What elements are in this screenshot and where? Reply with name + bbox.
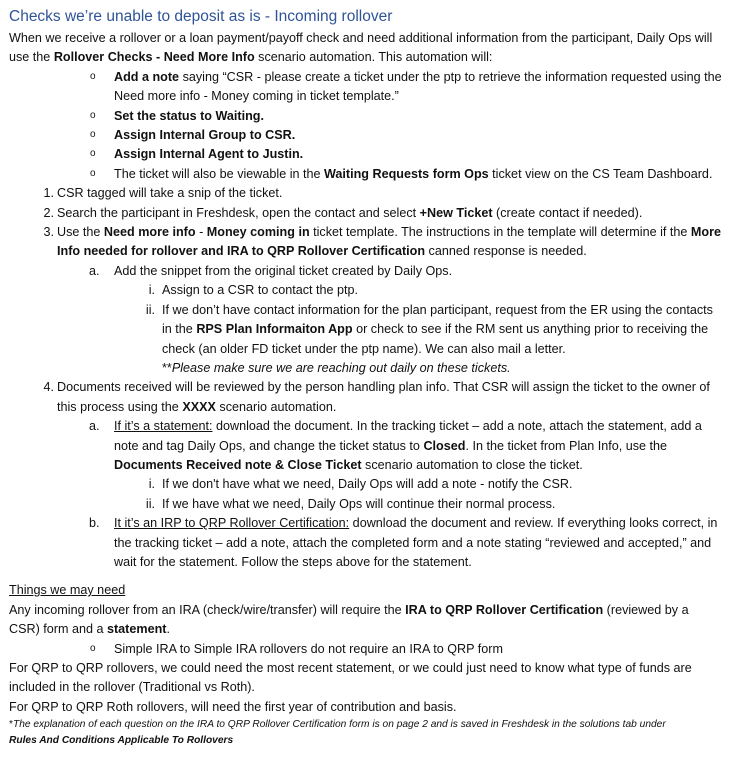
automation-bullet-status xyxy=(9,107,722,126)
bullet-marker: o xyxy=(90,148,96,160)
needs-paragraph-3: For QRP to QRP Roth rollovers, will need the first year of contribution and basis. xyxy=(9,699,457,714)
bullet-bold: Set the status to Waiting. xyxy=(114,108,264,123)
step-letter: a . xyxy=(89,262,100,281)
bullet-text: The ticket will also be viewable in the xyxy=(114,166,324,181)
step-text: canned response is needed. xyxy=(425,244,587,259)
needs-bold: statement xyxy=(106,622,167,637)
step-text: Use the xyxy=(57,225,104,240)
needs-paragraph-1 xyxy=(9,601,722,640)
automation-bullet-view xyxy=(9,165,722,184)
bullet-marker: o xyxy=(90,70,96,82)
step-text: scenario automation to close the ticket. xyxy=(361,457,583,472)
spacer xyxy=(9,572,722,581)
footnote xyxy=(9,717,722,749)
needs-text: . xyxy=(166,622,170,637)
step-bold: +New Ticket xyxy=(419,205,493,220)
bullet-marker: o xyxy=(90,109,96,121)
step-3a-i xyxy=(9,281,722,300)
step-3a xyxy=(9,262,722,281)
step-letter: b . xyxy=(89,514,100,533)
intro-scenario-name: Rollover Checks - Need More Info xyxy=(53,50,255,65)
step-bold: RPS Plan Informaiton App xyxy=(196,322,353,337)
step-4b xyxy=(9,514,722,572)
step-bold: XXXX xyxy=(182,399,216,414)
step-roman: i . xyxy=(119,475,155,494)
needs-bold: IRA to QRP Rollover Certification xyxy=(405,602,604,617)
automation-bullet-agent xyxy=(9,145,722,164)
page-title: Checks we’re unable to deposit as is - Incoming rollover xyxy=(9,8,393,25)
bullet-bold: Assign Internal Group to CSR. xyxy=(114,128,296,143)
needs-bullet xyxy=(9,640,722,659)
automation-bullet-add-note xyxy=(9,68,722,107)
needs-paragraph-2: For QRP to QRP rollovers, we could need the most recent statement, or we could just need to know what type of funds are included in the rollover (Traditional vs Roth). xyxy=(9,661,692,695)
bullet-text: saying “CSR - please create a ticket under the ptp to retrieve the information requested using the Need more info - Money coming in ticket template.” xyxy=(114,69,722,104)
bullet-marker: o xyxy=(90,129,96,141)
step-roman: i . xyxy=(119,281,155,300)
step-2 xyxy=(9,204,722,223)
needs-text: (reviewed by a CSR) form and a xyxy=(9,602,689,637)
needs-text: Any incoming rollover from an IRA (check/wire/transfer) will require the xyxy=(9,602,406,617)
footnote-bold-italic: Rules And Conditions Applicable To Rollovers xyxy=(9,735,234,747)
step-text: Add the snippet from the original ticket created by Daily Ops. xyxy=(114,263,453,278)
step-number: 2 . xyxy=(30,204,54,223)
step-4a xyxy=(9,417,722,475)
step-bold: Money coming in xyxy=(206,225,310,240)
bullet-text: ticket view on the CS Team Dashboard. xyxy=(488,166,713,181)
note-italic: Please make sure we are reaching out daily on these tickets. xyxy=(171,360,511,375)
intro-text: When we receive a rollover or a loan payment/payoff check and need additional information from the participant, Daily Ops will use the xyxy=(9,31,713,65)
step-text: Assign to a CSR to contact the ptp. xyxy=(162,283,359,298)
bullet-marker: o xyxy=(90,167,96,179)
needs-heading-text: Things we may need xyxy=(9,583,126,598)
bullet-bold: Assign Internal Agent to Justin. xyxy=(114,147,304,162)
bullet-marker: o xyxy=(90,642,96,654)
needs-heading xyxy=(9,581,722,600)
step-text: scenario automation. xyxy=(215,399,337,414)
step-bold: More Info needed for rollover and IRA to QRP Rollover Certification xyxy=(57,225,721,259)
step-text: If we don't have what we need, Daily Ops will add a note - notify the CSR. xyxy=(162,477,573,492)
step-underline: If it’s a statement: xyxy=(114,419,213,434)
step-3a-ii xyxy=(9,301,722,359)
footnote-star: * xyxy=(9,719,13,731)
step-text: CSR tagged will take a snip of the ticket. xyxy=(57,186,283,201)
note-stars: ** xyxy=(162,360,172,375)
bullet-bold: Waiting Requests form Ops xyxy=(324,166,489,181)
intro-paragraph xyxy=(9,29,722,68)
step-bold: Need more info xyxy=(103,225,196,240)
daily-reminder-note xyxy=(9,359,722,378)
step-text: Documents received will be reviewed by the person handling plan info. That CSR will assign the ticket to the owner of this process using the xyxy=(57,380,710,414)
step-text: ticket template. The instructions in the template will determine if the xyxy=(309,225,691,240)
step-text: (create contact if needed). xyxy=(492,205,643,220)
step-text: download the document and review. If everything looks correct, in the tracking ticket – add a note, attach the completed form and a note stating “reviewed and accepted,” and wait for the statement. Follow the steps above for the statement. xyxy=(114,516,718,569)
bullet-text: Simple IRA to Simple IRA rollovers do not require an IRA to QRP form xyxy=(114,641,503,656)
step-text: Search the participant in Freshdesk, open the contact and select xyxy=(57,205,420,220)
step-bold: Closed xyxy=(423,438,466,453)
step-roman: ii . xyxy=(119,495,155,514)
step-text: . In the ticket from Plan Info, use the xyxy=(465,438,668,453)
step-4a-ii xyxy=(9,495,722,514)
step-text: - xyxy=(195,225,207,240)
step-text: If we don’t have contact information for the plan participant, request from the ER using the contacts in the xyxy=(162,302,713,337)
step-underline: It it’s an IRP to QRP Rollover Certification: xyxy=(114,516,350,531)
intro-text-end: scenario automation. This automation will: xyxy=(254,50,493,65)
footnote-italic: The explanation of each question on the IRA to QRP Rollover Certification form is on page 2 and is saved in Freshdesk in the solutions tab under xyxy=(12,719,666,731)
step-number: 3 . xyxy=(30,223,54,242)
step-number: 1 . xyxy=(30,184,54,203)
step-letter: a . xyxy=(89,417,100,436)
step-4 xyxy=(9,378,722,417)
step-number: 4 . xyxy=(30,378,54,397)
step-1 xyxy=(9,184,722,203)
automation-bullet-group xyxy=(9,126,722,145)
step-3 xyxy=(9,223,722,262)
step-text: or check to see if the RM sent us anything prior to receiving the check (an older FD ticket under the ptp name). We can also mail a letter. xyxy=(162,322,709,356)
step-text: If we have what we need, Daily Ops will continue their normal process. xyxy=(162,496,556,511)
step-roman: ii . xyxy=(119,301,155,320)
step-bold: Documents Received note & Close Ticket xyxy=(114,457,362,472)
step-4a-i xyxy=(9,475,722,494)
step-text: download the document. In the tracking ticket – add a note, attach the statement, add a note and tag Daily Ops, and change the ticket status to xyxy=(114,419,702,453)
bullet-bold: Add a note xyxy=(114,69,180,84)
